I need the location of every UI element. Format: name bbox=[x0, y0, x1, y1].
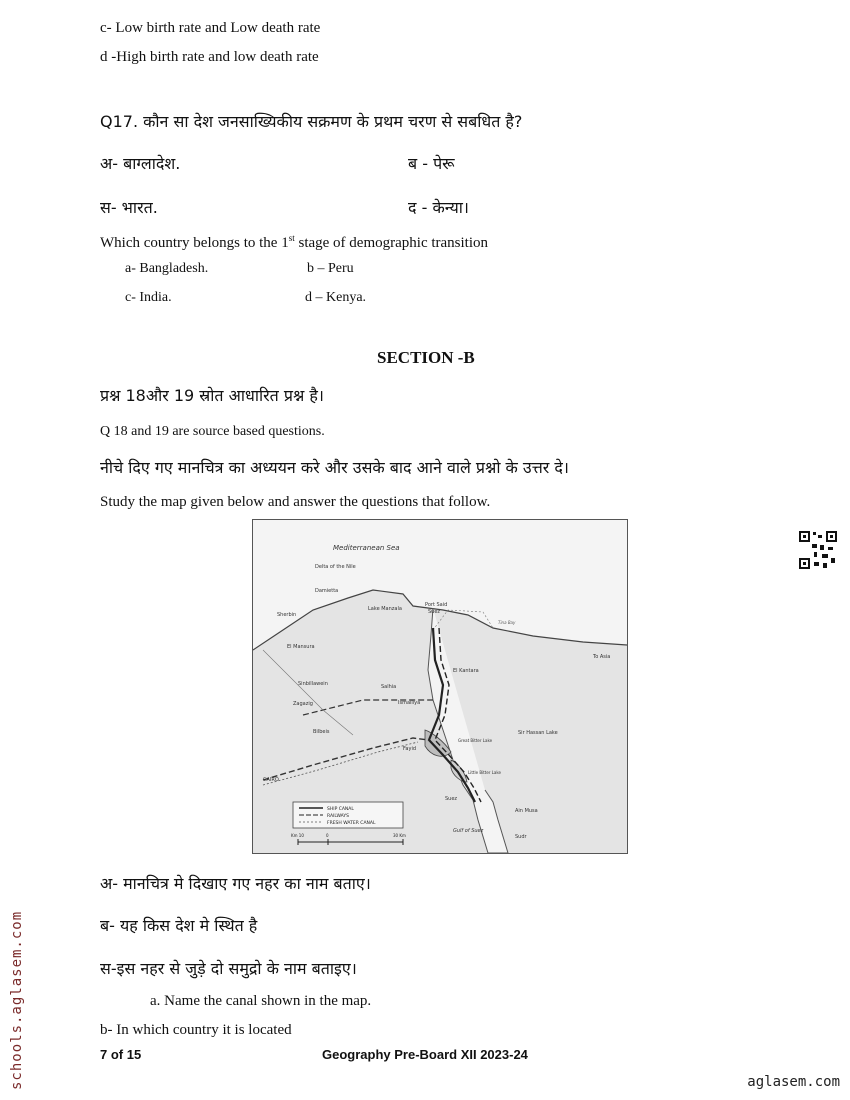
side-watermark: schools.aglasem.com bbox=[9, 910, 25, 1090]
q17-english-option-a: a- Bangladesh. bbox=[125, 261, 209, 276]
suez-canal-map bbox=[252, 519, 628, 854]
q18-hindi-a: अ- मानचित्र मे दिखाए गए नहर का नाम बताए। bbox=[100, 874, 371, 893]
qr-code-icon bbox=[798, 530, 838, 570]
q17-hindi-option-a: अ- बाग्लादेश. bbox=[100, 154, 181, 173]
option-d: d -High birth rate and low death rate bbox=[100, 49, 319, 65]
q17-hindi-option-b: ब - पेरू bbox=[408, 154, 455, 173]
q18-english-b: b- In which country it is located bbox=[100, 1022, 292, 1038]
svg-text:30 Km: 30 Km bbox=[393, 833, 406, 838]
svg-text:Port Said: Port Said bbox=[425, 602, 448, 608]
svg-text:FRESH WATER CANAL: FRESH WATER CANAL bbox=[327, 821, 376, 826]
svg-text:Great Bitter Lake: Great Bitter Lake bbox=[458, 738, 493, 743]
svg-text:Zagazig: Zagazig bbox=[293, 701, 313, 707]
svg-text:Gulf of Suez: Gulf of Suez bbox=[453, 828, 484, 834]
q17-hindi-question: Q17. कौन सा देश जनसाख्यिकीय सक्रमण के प्रथम चरण से सबधित है? bbox=[100, 112, 523, 131]
svg-text:To Asia: To Asia bbox=[593, 654, 611, 660]
footer-title: Geography Pre-Board XII 2023-24 bbox=[322, 1047, 528, 1062]
svg-text:0: 0 bbox=[326, 833, 329, 838]
q17-hindi-option-c: स- भारत. bbox=[100, 198, 158, 217]
svg-text:Sir Hassan Lake: Sir Hassan Lake bbox=[518, 730, 558, 736]
svg-text:CAIRO: CAIRO bbox=[263, 777, 279, 783]
svg-text:El Kantara: El Kantara bbox=[453, 668, 479, 674]
q17-english-option-b: b – Peru bbox=[307, 261, 354, 276]
section-b-title: SECTION -B bbox=[377, 348, 475, 367]
svg-text:RAILWAYS: RAILWAYS bbox=[327, 814, 349, 819]
svg-text:Suez: Suez bbox=[445, 796, 458, 802]
section-b-hindi-instruction: नीचे दिए गए मानचित्र का अध्ययन करे और उसके बाद आने वाले प्रश्नो के उत्तर दे। bbox=[100, 458, 569, 477]
svg-text:Delta of the Nile: Delta of the Nile bbox=[315, 564, 356, 570]
svg-text:Sherbin: Sherbin bbox=[277, 612, 297, 618]
corner-watermark: aglasem.com bbox=[747, 1074, 840, 1090]
footer-page-number: 7 of 15 bbox=[100, 1047, 142, 1062]
section-b-english-instruction: Study the map given below and answer the questions that follow. bbox=[100, 494, 491, 510]
svg-text:El Mansura: El Mansura bbox=[287, 644, 315, 650]
map-sea-label: Mediterranean Sea bbox=[333, 544, 400, 552]
svg-text:Sudr: Sudr bbox=[515, 834, 527, 840]
svg-text:Ain Musa: Ain Musa bbox=[515, 808, 538, 814]
svg-text:Little Bitter Lake: Little Bitter Lake bbox=[468, 770, 502, 775]
q17-english-option-d: d – Kenya. bbox=[305, 290, 367, 305]
svg-text:Fayid: Fayid bbox=[403, 746, 417, 752]
map-graphic bbox=[253, 520, 627, 853]
svg-text:Bilbeis: Bilbeis bbox=[313, 729, 330, 735]
section-b-hindi-intro: प्रश्न 18और 19 स्रोत आधारित प्रश्न है। bbox=[100, 386, 324, 405]
q18-hindi-b: ब- यह किस देश मे स्थित है bbox=[100, 916, 258, 935]
svg-text:Lake Manzala: Lake Manzala bbox=[368, 606, 402, 612]
option-c: c- Low birth rate and Low death rate bbox=[100, 20, 321, 36]
svg-text:Salhia: Salhia bbox=[381, 684, 397, 690]
q17-english-question: Which country belongs to the 1st stage of demographic transition bbox=[100, 233, 489, 251]
q17-english-option-c: c- India. bbox=[125, 290, 172, 305]
svg-text:Suez: Suez bbox=[428, 609, 441, 615]
q18-hindi-c: स-इस नहर से जुड़े दो समुद्रो के नाम बताइए। bbox=[100, 959, 357, 978]
svg-text:Tina Bay: Tina Bay bbox=[498, 620, 516, 625]
svg-text:Km 10: Km 10 bbox=[291, 833, 304, 838]
svg-text:SHIP CANAL: SHIP CANAL bbox=[327, 807, 354, 812]
svg-text:Sinbillawein: Sinbillawein bbox=[298, 681, 328, 687]
section-b-english-intro: Q 18 and 19 are source based questions. bbox=[100, 424, 325, 439]
svg-text:Damietta: Damietta bbox=[315, 588, 339, 594]
q18-english-a: a. Name the canal shown in the map. bbox=[150, 993, 372, 1009]
svg-text:Ismailiya: Ismailiya bbox=[398, 700, 421, 706]
q17-hindi-option-d: द - केन्या। bbox=[408, 198, 469, 217]
